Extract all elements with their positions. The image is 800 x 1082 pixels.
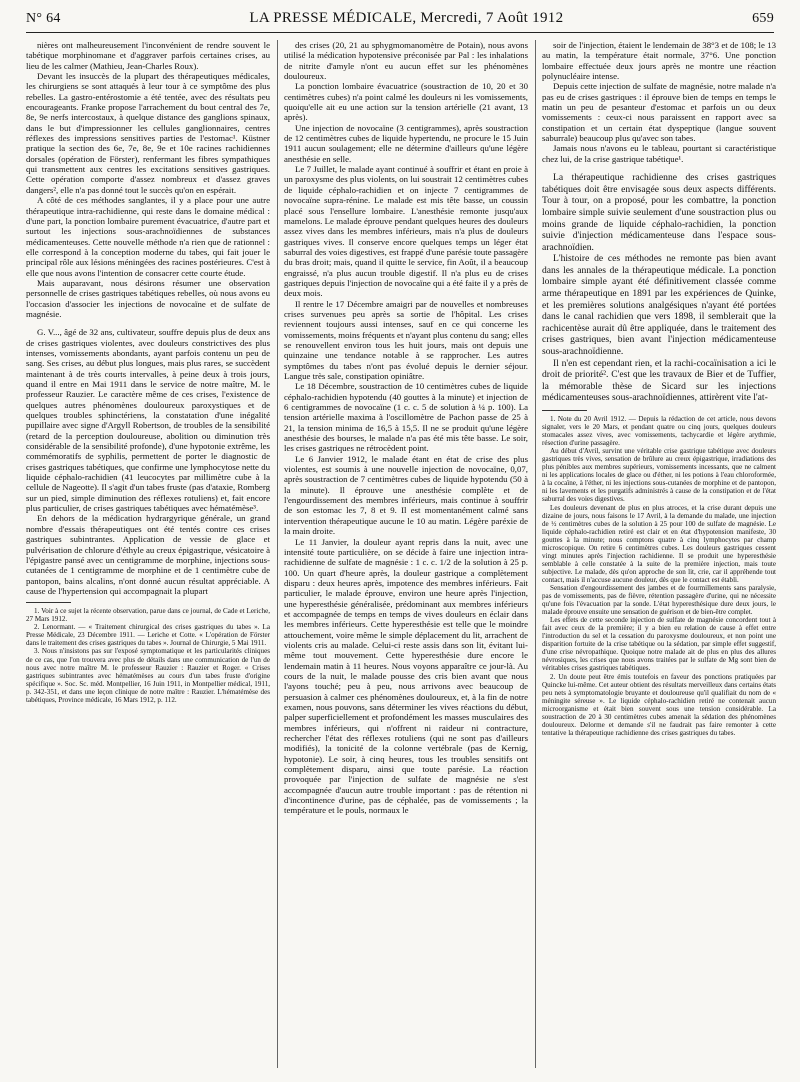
- paragraph: La ponction lombaire évacuatrice (soustraction de 10, 20 et 30 centimètres cubes) n'a point calmé les douleurs ni les vomissements, quoiqu'elle ait eu une action sur la tension artérielle (21 avant, 13 après).: [284, 81, 528, 123]
- header-rule: [26, 32, 774, 33]
- column-divider: [535, 40, 536, 1068]
- paragraph: Une injection de novocaïne (3 centigrammes), après soustraction de 12 centimètres cubes de liquide hypertendu, ne procure le 15 Juin 1911 aucun soulagement; elle ne détermine d'ailleurs qu'une légère anesthésie en selle.: [284, 122, 528, 164]
- journal-title: LA PRESSE MÉDICALE, Mercredi, 7 Août 1912: [249, 10, 564, 26]
- footnote-rule: [26, 602, 71, 603]
- footnote: Les douleurs devenant de plus en plus atroces, et la crise durant depuis une dizaine de jours, nous faisons le 17 Avril, à la demande du malade, une injection de ½ centimètres cubes de la solution à 25 pour 100 de sulfate de magnésie. Le liquide céphalo-rachidien retiré est clair et en état d'hypotension manifeste, 30 gouttes à la minute; nous comptons quatre à cinq lymphocytes par champ microscopique. On retire 6 centimètres cubes. Les douleurs gastriques cessent vingt minutes après l'injection rachidienne. Il se produit une hyperesthésie semblable à celle constatée à la suite de la première injection, mais toute subjective. Le malade, dès qu'on approche de son lit, crie, car il appréhende tout contact, mais il n'accuse aucune douleur, dès que le contact est établi.: [542, 503, 776, 584]
- paragraph: Devant les insuccès de la plupart des thérapeutiques médicales, les chirurgiens se sont attaqués à leur tour à ce symptôme des plus rebelles. La gastro-entérostomie a été tentée, avec des résultats peu encourageants. Franke propose l'arrachement du bout central des 7e, 8e, 9e nerfs intercostaux, à quelque distance des ganglions spinaux, dans le but d'impressionner les cellules ganglionnaires, centres réflexes des impressions sensitives parties de l'estomac¹. Küstner pratique la section des 6e, 7e, 8e, 9e et 10e racines rachidiennes dorsales (opération de Förster), renfermant les fibres sympathiques qui transmettent aux centres les excitations sensitives gastriques. Cette opération comporte d'assez nombreux et d'assez graves dangers², elle n'a pas donné tout le succès qu'on en espérait.: [26, 71, 270, 195]
- footnote-rule: [542, 410, 587, 411]
- paragraph: nières ont malheureusement l'inconvénient de rendre souvent le tabétique morphinomane et d'aggraver parfois certaines crises, au lieu de les calmer (Mathieu, Jean-Charles Roux).: [26, 40, 270, 71]
- paragraph: Il n'en est cependant rien, et la rachi-cocaïnisation a ici le droit de priorité². C'est que les travaux de Bier et de Tuffier, la mémorable thèse de Sicard sur les injections médicamenteuses sous-arachnoïdiennes, attirèrent vite l'at-: [542, 357, 776, 404]
- spacer: [542, 164, 776, 172]
- footnote: 2. Lenormant. — « Traitement chirurgical des crises gastriques du tabes ». La Presse Médicale, 23 Décembre 1911. — Leriche et Cotte. « L'opération de Förster dans le traitement des crises gastriques du tabes ». Journal de Chirurgie, 5 Mai 1911.: [26, 623, 270, 648]
- paragraph: Le 6 Janvier 1912, le malade étant en état de crise des plus violentes, est soumis à une nouvelle injection de novocaïne, 0,07, après soustraction de 7 centimètres cubes de liquide hypotendu (50 à la minute). Il éprouve une anesthésie complète et de l'engourdissement des membres inférieurs, mais continue à souffrir de son estomac les 7, 8 et 9. Il est momentanément calmé sans intervention thérapeutique aucune le 10 au matin. Légère paréxie de la main droite.: [284, 453, 528, 537]
- paragraph: soir de l'injection, étaient le lendemain de 38°3 et de 108; le 13 au matin, la température était normale, 37°6. Une ponction lombaire effectuée deux jours après ne montre une réaction polynucléaire intense.: [542, 40, 776, 82]
- paragraph: Le 11 Janvier, la douleur ayant repris dans la nuit, avec une intensité toute particulière, on se décide à faire une injection intra-rachidienne de sulfate de magnésie : 1 c. c. 1/2 de la solution à 25 p. 100. Un quart d'heure après, la douleur gastrique a complètement disparu : deux heures après, impotence des membres inférieurs. Fait particulier, le malade éprouve, environ une heure après l'injection, une hyperesthésie généralisée, prédominant aux membres inférieurs et accompagnée de temps en temps de vives douleurs en éclair dans les membres inférieurs. Cette hyperesthésie est telle que le moindre attouchement, voire même le simple déplacement du lit, arrachent de violents cris au malade. Celui-ci reste assis dans son lit, évitant lui-même tout mouvement. Cette hyperesthésie dure encore le lendemain matin à 11 heures. Nous voyons apparaître ce jour-là. Au cours de la nuit, le malade pousse des cris bien avant que nous l'ayons touché; peu à peu, nous arrivons avec beaucoup de persuasion à calmer ces phénomènes douloureux, et, à la fin de notre examen, nous pouvons, sans déterminer les vives réactions du début, palper superficiellement et profondément les masses musculaires des membres inférieurs, qui n'offrent ni raideur ni contracture, rechercher l'état des réflexes rotuliens (qui ne sont pas d'ailleurs modifiés), la tonicité de la colonne vertébrale (pas de Kernig, hypotonie). Le soir, à cinq heures, tous les troubles sensitifs ont complètement disparu, ainsi que toute parésie. La réaction provoquée par l'injection de sulfate de magnésie ne s'est accompagnée d'aucun autre trouble important : pas de rétention ni d'incontinence d'urine, pas de céphalée, pas de vomissements ; la température et le pouls, normaux le: [284, 536, 528, 816]
- case-report-paragraph: G. V..., âgé de 32 ans, cultivateur, souffre depuis plus de deux ans de crises gastriques violentes, avec douleurs constrictives des plus intenses, vomissements abondants, ayant parfois contenu un peu de sang. Ses crises, au début plus longues, mais plus rares, se succèdent maintenant à de très courts intervalles, à peine deux à trois jours, quand il entre en Mai 1911 dans le service de notre maître, M. le professeur Rauzier. Le caractère même de ces crises, l'existence de quelques autres phénomènes douloureux paroxystiques et de quelques troubles sphinctériens, la constatation d'une inégalité pupillaire avec signe d'Argyll Robertson, de troubles de la sensibilité (retard de la perception douloureuse, abolition ou diminution très considérable de la sensibilité profonde), d'une hypotonie extrême, les commémoratifs de syphilis, permettent de porter le diagnostic de crises gastriques tabétiques, que confirme une lymphocytose nette du liquide céphalo-rachidien (41 leucocytes par millimètre cube à la cellule de Nageotte). Il s'agit d'un tabes fruste (pas d'ataxie, Romberg sur un pied, simple diminution des réflexes rotuliens) et, fait encore plus particulier, de crises gastriques tabétiques avec hématémèse³.: [26, 327, 270, 514]
- paragraph: des crises (20, 21 au sphygmomanomètre de Potain), nous avons utilisé la médication hypotensive préconisée par Pal : les inhalations de nitrite d'amyle n'ont eu aucun effet sur les phénomènes douloureux.: [284, 40, 528, 82]
- paragraph: Le 7 Juillet, le malade ayant continué à souffrir et étant en proie à un paroxysme des plus violents, on lui soustrait 12 centimètres cubes de liquide céphalo-rachidien et on injecte 7 centigrammes de novocaïne supra-rénine. Le malade est mis tête basse, un coussin placé sous l'ensellure lombaire. L'anesthésie remonte jusqu'aux mamelons. Le malade éprouve pendant quelques heures des douleurs assez vives dans les membres inférieurs, mais n'a plus de douleurs gastriques vives. Il conserve encore quelques temps un léger état saburral des voies digestives, est frappé d'une parésie toute passagère du bras droit; mais, quand il quitte le service, fin Août, il a beaucoup engraissé, n'a plus aucun trouble digestif. Il n'a plus eu de crises gastriques depuis l'injection de novocaïne qui a été faite il y a près de deux mois.: [284, 164, 528, 299]
- footnote: 1. Voir à ce sujet la récente observation, parue dans ce journal, de Cade et Leriche, 27 Mars 1912.: [26, 607, 270, 624]
- paragraph: En dehors de la médication hydrargyrique générale, un grand nombre d'essais thérapeutiques ont été tentés contre ces crises gastriques subintrantes. Application de vessie de glace et pulvérisation de chlorure d'éthyle au creux épigastrique, vésicatoire à l'épigastre pansé avec un centigramme de morphine, injections sous-cutanées de 1 centigramme de morphine et de 1 centimètre cube de pantopon, bains alcalins, n'ont donné aucun résultat appréciable. A cause de l'hypertension qui accompagnait la plupart: [26, 513, 270, 596]
- paragraph: Depuis cette injection de sulfate de magnésie, notre malade n'a pas eu de crises gastriques : il éprouve bien de temps en temps le matin un peu de pesanteur d'estomac et parfois un ou deux vomissements : ceux-ci nous paraissent en rapport avec sa constipation et un certain état dyspeptique (langue souvent saburrale) beaucoup plus qu'avec son tabes.: [542, 81, 776, 144]
- page-number: 659: [752, 11, 774, 26]
- spacer: [26, 319, 270, 327]
- column-1: [26, 40, 270, 704]
- issue-number: N° 64: [26, 11, 61, 26]
- paragraph: Il rentre le 17 Décembre amaigri par de nouvelles et nombreuses crises survenues peu après sa sortie de l'hôpital. Les crises reviennent toujours aussi intenses, sauf en ce qui concerne les vomissements, moins fréquents et n'ayant plus contenu du sang; elles se renouvellent environ tous les huit jours, mais ont depuis une quinzaine une tendance notable à se rapprocher. Les autres symptômes du tabes n'ont pas évolué depuis le dernier séjour. Langue très sale, constipation opiniâtre.: [284, 298, 528, 381]
- column-2: [284, 40, 528, 816]
- footnote: 2. Un doute peut être émis toutefois en faveur des ponctions pratiquées par Quincke lui-même. Cet auteur obtient des résultats merveilleux dans certains états peu nets à symptomatologie bruyante et douloureuse qu'il qualifiait du nom de « méningite séreuse ». Le liquide céphalo-rachidien retiré ne contenait aucun microorganisme et était bien souvent sous une tension considérable. La soustraction de 20 à 30 centimètres cubes amenait la sédation des phénomènes douloureux. Delorme et demande s'il ne faudrait pas faire remonter à cette tentative la thérapeutique rachidienne des crises gastriques du tabes.: [542, 672, 776, 737]
- column-3: [542, 40, 776, 737]
- paragraph: Le 18 Décembre, soustraction de 10 centimètres cubes de liquide céphalo-rachidien hypotendu (40 gouttes à la minute) et injection de 6 centigrammes de novocaïne (1 c. c. 5 de solution à ¼ p. 100). La tension artérielle maxima à l'oscillomètre de Pachon passe de 25 à 21, la tension minima de 16,5 à 15,5. Il ne se produit qu'une légère anesthésie des bourses, le malade n'a pas été mis tête basse. Le soir, les crises gastriques ne rétrocèdent point.: [284, 381, 528, 454]
- footnote: 3. Nous n'insistons pas sur l'exposé symptomatique et les particularités cliniques de ce cas, que l'on trouvera avec plus de détails dans une communication de l'un de nous avec notre maître M. le professeur Rauzier : Rauzier et Roger. « Crises gastriques subintrantes avec hématémèses au cours d'un tabes fruste d'origine spécifique ». Soc. Sc. méd. Montpellier, 16 Juin 1911, in Montpellier médical, 1911, p. 342-351, et dans une leçon clinique de notre maître : Rauzier. L'hématémèse des tabétiques, Province médicale, 16 Mars 1912, p. 112.: [26, 647, 270, 704]
- paragraph: Mais auparavant, nous désirons résumer une observation personnelle de crises gastriques tabétiques rebelles, où nous avons eu l'occasion d'associer les injections de novocaïne et de sulfate de magnésie.: [26, 277, 270, 319]
- paragraph: A côté de ces méthodes sanglantes, il y a place pour une autre thérapeutique intra-rachidienne, qui reste dans le domaine médical : d'une part, la ponction lombaire purement évacuatrice, d'autre part et surtout les injections sous-arachnoïdiennes de substances médicamenteuses. Cette nouvelle méthode n'a rien que de rationnel : elle correspond à la conception moderne du tabes, qui fait jouer le principal rôle aux lésions méningées des racines postérieures. C'est à elle que nous avons l'intention de consacrer cette courte étude.: [26, 195, 270, 278]
- paragraph: La thérapeutique rachidienne des crises gastriques tabétiques doit être envisagée sous deux aspects différents. Tour à tour, on a proposé, pour les combattre, la ponction lombaire simple suivie seulement d'une soustraction plus ou moins grande de liquide céphalo-rachidien, la ponction suivie d'injection médicamenteuse dans l'espace sous-arachnoïdien.: [542, 172, 776, 253]
- page-header: [26, 10, 774, 28]
- footnote: Sensation d'engourdissement des jambes et de fourmillements sans paralysie, pas de vomissements, pas de fièvre, rétention passagère d'urine, qui ne nécessite qu'une fois l'évacuation par la sonde. L'état hyperesthésique dure deux jours, le malade éprouve ensuite une sensation de guérison et de bien-être complet.: [542, 583, 776, 617]
- footnote: Les effets de cette seconde injection de sulfate de magnésie concordent tout à fait avec ceux de la première; il y a bien eu relation de cause à effet entre l'introduction du sel et la cessation du paroxysme douloureux, et non point une disparition fortuite de la crise tabétique ou la sédation, par simple effet suggestif, d'une crise névropathique. Quoique notre malade ait de plus en plus des allures névrosiques, les crises que nous avons traitées par le sulfate de Mg sont bien de véritables crises gastriques tabétiques.: [542, 616, 776, 673]
- footnote: Au début d'Avril, survint une véritable crise gastrique tabétique avec douleurs gastriques très vives, sensation de brûlure au creux épigastrique, irradiations des plus pénibles aux membres supérieurs, vomissements incessants, que ne calment ni les applications locales de glace ou d'éther, ni les potions à l'eau chloroformée, à la cocaïne, à l'éther, ni les injections sous-cutanées de morphine et de pantopon, ni les lavements et les purgatifs administrés à cause de la constipation et de l'état saburral des voies digestives.: [542, 447, 776, 504]
- footnote: 1. Note du 20 Avril 1912. — Depuis la rédaction de cet article, nous devons signaler, vers le 20 Mars, et pendant quatre ou cinq jours, quelques douleurs stomacales assez vives, avec vomissements, tachycardie et légère arythmie, résection d'urine passagère.: [542, 415, 776, 448]
- column-divider: [277, 40, 278, 1068]
- paragraph: L'histoire de ces méthodes ne remonte pas bien avant dans les annales de la thérapeutique médicale. La ponction lombaire simple ayant été définitivement classée comme arme thérapeutique en 1891 par les expériences de Quinke, et les premières solutions analgésiques n'ayant été portées dans le canal rachidien que vers 1898, il semblerait que la rachicentèse aurait dû être appliquée, dans le traitement des crises gastriques, bien avant l'injection médicamenteuse sous-arachnoïdienne.: [542, 253, 776, 358]
- paragraph: Jamais nous n'avons eu le tableau, pourtant si caractéristique chez lui, de la crise gastrique tabétique¹.: [542, 143, 776, 164]
